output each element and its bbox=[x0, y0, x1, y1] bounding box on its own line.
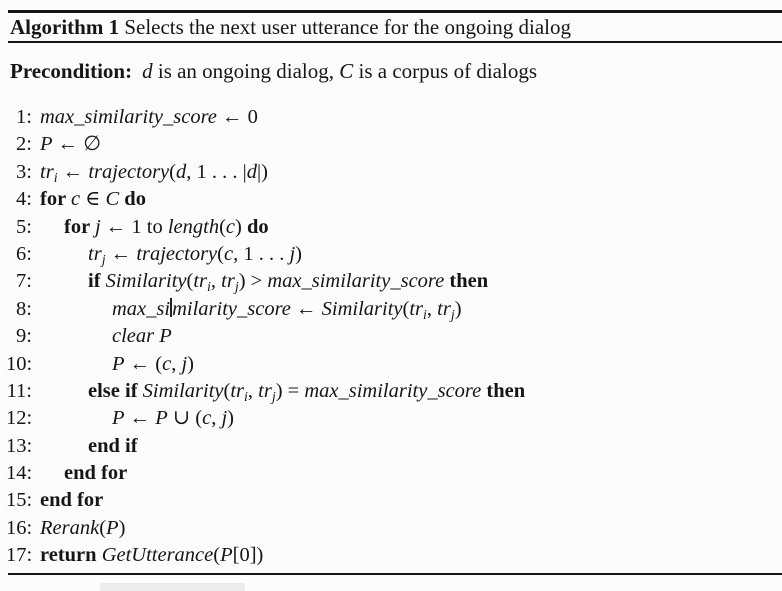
code-segment: do bbox=[246, 215, 269, 238]
algorithm-header bbox=[10, 14, 776, 40]
code-segment: ← ∅ bbox=[52, 133, 102, 156]
algorithm-line bbox=[6, 214, 782, 241]
line-number: 10: bbox=[6, 352, 33, 375]
code-segment: c bbox=[162, 352, 172, 375]
line-number: 8: bbox=[16, 297, 32, 320]
line-code bbox=[40, 542, 263, 569]
line-number: 6: bbox=[16, 242, 32, 265]
code-segment: max_similarity_score bbox=[304, 379, 482, 402]
header-rule bbox=[8, 41, 782, 43]
algorithm-title: Selects the next user utterance for the ongoing dialog bbox=[119, 15, 572, 39]
code-segment: Similarity bbox=[321, 297, 403, 320]
precondition-text bbox=[142, 59, 537, 83]
line-code bbox=[40, 323, 172, 350]
line-code bbox=[40, 351, 194, 378]
code-segment: ) bbox=[118, 516, 126, 539]
algorithm-line bbox=[6, 460, 782, 487]
top-rule bbox=[8, 10, 782, 13]
line-code bbox=[40, 131, 101, 158]
code-segment: return bbox=[40, 544, 102, 567]
code-segment: tr bbox=[409, 297, 424, 320]
code-segment: Similarity bbox=[105, 270, 187, 293]
line-number: 11: bbox=[6, 379, 32, 402]
code-segment: C bbox=[339, 59, 354, 83]
code-segment: ) > bbox=[238, 270, 268, 293]
code-segment: ← ( bbox=[124, 352, 163, 375]
code-segment: tr bbox=[258, 379, 272, 402]
code-segment: ) bbox=[295, 242, 302, 265]
code-segment: ← bbox=[124, 407, 156, 430]
code-segment: GetUtterance bbox=[101, 544, 214, 567]
algorithm-line bbox=[6, 131, 782, 158]
line-code bbox=[40, 515, 125, 542]
line-number: 12: bbox=[6, 407, 33, 430]
code-segment: milarity_score bbox=[172, 297, 291, 320]
code-segment: ( bbox=[99, 516, 107, 539]
code-segment: c bbox=[202, 407, 212, 430]
code-segment: clear P bbox=[112, 325, 172, 348]
code-segment: P bbox=[40, 133, 53, 156]
code-segment: , bbox=[247, 379, 259, 402]
code-segment: ← bbox=[105, 242, 137, 265]
line-code bbox=[40, 460, 127, 487]
algorithm-number-label: Algorithm 1 bbox=[10, 15, 120, 39]
line-code bbox=[40, 104, 258, 131]
line-number: 13: bbox=[6, 434, 33, 457]
code-segment: ) bbox=[187, 352, 194, 375]
algorithm-lines bbox=[6, 104, 782, 570]
code-segment: ) bbox=[454, 297, 462, 320]
code-segment: if bbox=[88, 270, 106, 293]
code-segment: Rerank bbox=[40, 516, 100, 539]
line-number: 3: bbox=[16, 160, 32, 183]
line-code bbox=[40, 405, 234, 432]
algorithm-line bbox=[6, 104, 782, 131]
algorithm-line bbox=[6, 515, 782, 542]
line-code bbox=[40, 487, 103, 514]
code-segment: j bbox=[289, 242, 296, 265]
code-segment: i bbox=[207, 280, 211, 296]
code-segment: then bbox=[481, 379, 526, 402]
code-segment: j bbox=[234, 280, 239, 296]
line-code bbox=[40, 433, 138, 460]
algorithm-line bbox=[6, 433, 782, 460]
code-segment: , 1 . . . | bbox=[186, 160, 247, 183]
code-segment: length bbox=[167, 215, 220, 238]
code-segment: ← bbox=[290, 297, 322, 320]
code-segment: ( bbox=[402, 297, 410, 320]
code-segment: trajectory bbox=[88, 160, 170, 183]
code-segment: c bbox=[70, 188, 81, 211]
line-number: 15: bbox=[6, 489, 33, 512]
code-segment: , bbox=[210, 270, 222, 293]
code-segment: ( bbox=[186, 270, 194, 293]
code-segment: ) bbox=[235, 215, 247, 238]
code-segment: c bbox=[225, 215, 236, 238]
line-number: 9: bbox=[16, 325, 32, 348]
code-segment: P bbox=[220, 544, 233, 567]
code-segment: , bbox=[171, 352, 182, 375]
code-segment: , bbox=[426, 297, 438, 320]
code-segment: P bbox=[106, 516, 119, 539]
line-number: 1: bbox=[16, 106, 32, 128]
code-segment: ) = bbox=[275, 379, 305, 402]
code-segment: j bbox=[450, 307, 455, 323]
code-segment: for bbox=[40, 188, 71, 211]
code-segment: ∪ ( bbox=[167, 407, 203, 430]
algorithm-line bbox=[6, 351, 782, 378]
code-segment: tr bbox=[437, 297, 451, 320]
code-segment: end for bbox=[64, 462, 128, 485]
line-number: 14: bbox=[6, 462, 33, 485]
code-segment: C bbox=[105, 188, 120, 211]
code-segment: ( bbox=[219, 215, 226, 238]
line-number: 2: bbox=[16, 133, 32, 156]
code-segment: ∈ bbox=[80, 188, 106, 211]
code-segment: i bbox=[423, 307, 427, 323]
code-segment: j bbox=[221, 407, 228, 430]
code-segment: j bbox=[271, 389, 276, 405]
bottom-rule bbox=[8, 573, 782, 575]
code-segment: for bbox=[64, 215, 95, 238]
code-segment: i bbox=[53, 170, 58, 186]
algorithm-line bbox=[6, 378, 782, 405]
code-segment: ← 0 bbox=[216, 106, 258, 128]
code-segment: ← bbox=[57, 160, 89, 183]
code-segment: max_similarity_score bbox=[40, 106, 217, 128]
code-segment: then bbox=[444, 270, 489, 293]
precondition-label: Precondition: bbox=[10, 59, 133, 83]
code-segment: d bbox=[142, 59, 153, 83]
code-segment: , bbox=[211, 407, 222, 430]
code-segment: end if bbox=[88, 434, 138, 457]
code-segment: end for bbox=[40, 489, 104, 512]
code-segment: , 1 . . . bbox=[233, 242, 290, 265]
code-segment: j bbox=[94, 215, 101, 238]
code-segment: P bbox=[155, 407, 168, 430]
code-segment: trajectory bbox=[136, 242, 218, 265]
scan-artifact bbox=[100, 583, 245, 591]
code-segment: max_similarity_score bbox=[267, 270, 445, 293]
line-number: 4: bbox=[16, 188, 32, 211]
precondition bbox=[10, 58, 776, 84]
code-segment: d bbox=[246, 160, 257, 183]
code-segment: is an ongoing dialog, bbox=[152, 59, 340, 83]
code-segment: d bbox=[175, 160, 187, 183]
code-segment: do bbox=[119, 188, 146, 211]
code-segment: i bbox=[244, 389, 248, 405]
code-segment: tr bbox=[88, 242, 102, 265]
line-number: 7: bbox=[16, 270, 32, 293]
code-segment: [0]) bbox=[232, 544, 264, 567]
code-segment: tr bbox=[221, 270, 235, 293]
code-segment: tr bbox=[230, 379, 245, 402]
code-segment: ( bbox=[217, 242, 224, 265]
code-segment: is a corpus of dialogs bbox=[353, 59, 538, 83]
algorithm-line bbox=[6, 542, 782, 569]
code-segment: tr bbox=[193, 270, 208, 293]
code-segment: max_si bbox=[112, 297, 171, 320]
algorithm-line bbox=[6, 241, 782, 268]
code-segment: else if bbox=[88, 379, 143, 402]
line-code bbox=[40, 186, 146, 213]
line-number: 5: bbox=[16, 215, 32, 238]
algorithm-line bbox=[6, 268, 782, 295]
algorithm-line bbox=[6, 186, 782, 213]
code-segment: ( bbox=[169, 160, 176, 183]
code-segment: tr bbox=[40, 160, 54, 183]
code-segment: P bbox=[112, 352, 125, 375]
code-segment: j bbox=[101, 252, 106, 268]
code-segment: Similarity bbox=[142, 379, 224, 402]
code-segment: |) bbox=[256, 160, 268, 183]
code-segment: j bbox=[181, 352, 188, 375]
code-segment: ( bbox=[223, 379, 231, 402]
algorithm-line bbox=[6, 487, 782, 514]
code-segment: ) bbox=[227, 407, 234, 430]
line-number: 16: bbox=[6, 516, 33, 539]
algorithm-line bbox=[6, 296, 782, 323]
code-segment: c bbox=[223, 242, 234, 265]
code-segment: ( bbox=[213, 544, 221, 567]
line-code bbox=[40, 214, 269, 241]
algorithm-line bbox=[6, 159, 782, 186]
line-number: 17: bbox=[6, 544, 33, 567]
code-segment: P bbox=[112, 407, 125, 430]
code-segment: ← 1 to bbox=[100, 215, 168, 238]
